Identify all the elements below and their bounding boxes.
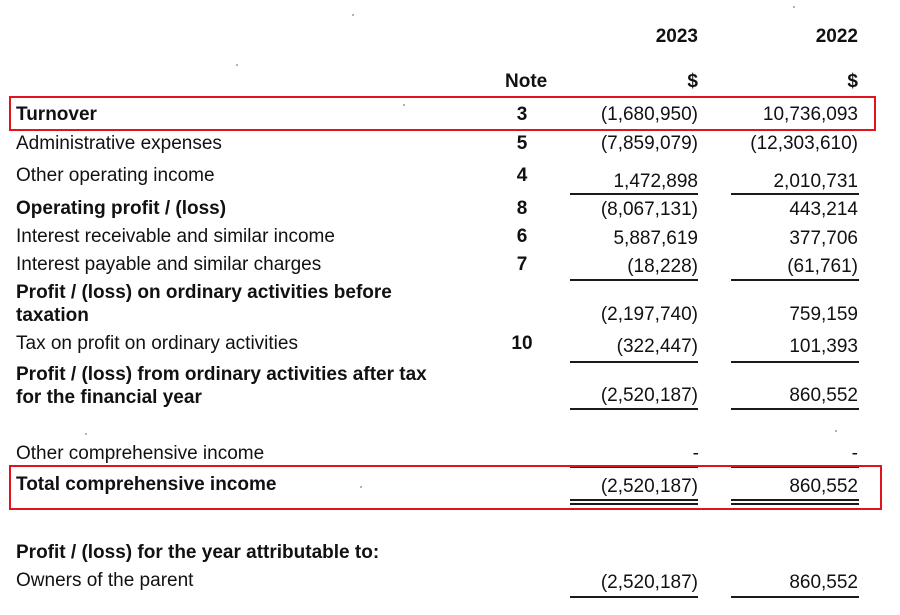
subtotal-rule-2022 xyxy=(731,408,859,410)
subtotal-rule-2023 xyxy=(570,361,698,363)
row-other-operating-income-2022: 2,010,731 xyxy=(773,171,858,192)
row-interest-receivable-label: Interest receivable and similar income xyxy=(16,226,335,247)
row-interest-payable-label: Interest payable and similar charges xyxy=(16,254,322,275)
row-admin-expenses-2022: (12,303,610) xyxy=(750,133,858,154)
row-operating-profit-note: 8 xyxy=(516,198,528,219)
row-interest-payable-2023: (18,228) xyxy=(627,256,698,277)
subtotal-rule-2023 xyxy=(570,596,698,598)
scan-speck xyxy=(360,486,362,488)
year-2023-header: 2023 xyxy=(655,26,698,47)
row-interest-receivable-2023: 5,887,619 xyxy=(613,228,698,249)
row-profit-after-tax-2023: (2,520,187) xyxy=(600,385,698,406)
subtotal-rule-2022 xyxy=(731,193,859,195)
row-interest-payable-2022: (61,761) xyxy=(787,256,858,277)
currency-2023-header: $ xyxy=(687,71,698,92)
attributable-heading: Profit / (loss) for the year attributable to: xyxy=(16,542,380,563)
row-other-comprehensive-income-2023: - xyxy=(692,443,699,464)
row-turnover-note: 3 xyxy=(516,104,528,125)
row-admin-expenses-note: 5 xyxy=(516,133,528,154)
row-other-operating-income-2023: 1,472,898 xyxy=(613,171,698,192)
row-total-comprehensive-income-2022: 860,552 xyxy=(789,476,858,497)
row-other-comprehensive-income-2022: - xyxy=(851,443,858,464)
row-other-comprehensive-income-label: Other comprehensive income xyxy=(16,443,265,464)
subtotal-rule-2023 xyxy=(570,408,698,410)
row-other-operating-income-label: Other operating income xyxy=(16,165,215,186)
row-interest-payable-note: 7 xyxy=(516,254,528,275)
subtotal-rule-2023 xyxy=(570,193,698,195)
scan-speck xyxy=(236,64,238,66)
row-profit-before-tax-2023: (2,197,740) xyxy=(600,304,698,325)
scan-speck xyxy=(403,104,405,106)
row-owners-of-parent-label: Owners of the parent xyxy=(16,570,194,591)
row-owners-of-parent-2023: (2,520,187) xyxy=(600,572,698,593)
row-profit-before-tax-2022: 759,159 xyxy=(789,304,858,325)
row-profit-after-tax-label-line1: Profit / (loss) from ordinary activities after tax xyxy=(16,364,427,385)
subtotal-rule-2022 xyxy=(731,279,859,281)
subtotal-rule-2022 xyxy=(731,596,859,598)
year-2022-header: 2022 xyxy=(815,26,858,47)
row-turnover-label: Turnover xyxy=(16,104,97,125)
row-tax-note: 10 xyxy=(511,333,533,354)
scan-speck xyxy=(793,6,795,8)
turnover-highlight-box xyxy=(9,96,876,131)
row-tax-label: Tax on profit on ordinary activities xyxy=(16,333,298,354)
row-admin-expenses-label: Administrative expenses xyxy=(16,133,222,154)
row-profit-after-tax-2022: 860,552 xyxy=(789,385,858,406)
row-interest-receivable-note: 6 xyxy=(516,226,528,247)
row-owners-of-parent-2022: 860,552 xyxy=(789,572,858,593)
row-total-comprehensive-income-label: Total comprehensive income xyxy=(16,474,277,495)
row-profit-before-tax-label-line2: taxation xyxy=(16,305,89,326)
row-total-comprehensive-income-2023: (2,520,187) xyxy=(600,476,698,497)
row-other-operating-income-note: 4 xyxy=(516,165,528,186)
row-tax-2022: 101,393 xyxy=(789,336,858,357)
currency-2022-header: $ xyxy=(847,71,858,92)
row-profit-after-tax-label-line2: for the financial year xyxy=(16,387,202,408)
row-turnover-2022: 10,736,093 xyxy=(762,104,858,125)
row-operating-profit-label: Operating profit / (loss) xyxy=(16,198,227,219)
total-comprehensive-income-highlight-box xyxy=(9,465,882,510)
subtotal-rule-2022 xyxy=(731,361,859,363)
subtotal-rule-2023 xyxy=(570,279,698,281)
row-profit-before-tax-label-line1: Profit / (loss) on ordinary activities before xyxy=(16,282,392,303)
scan-speck xyxy=(352,14,354,16)
row-admin-expenses-2023: (7,859,079) xyxy=(600,133,698,154)
row-tax-2023: (322,447) xyxy=(616,336,698,357)
scan-speck xyxy=(85,433,87,435)
row-operating-profit-2022: 443,214 xyxy=(789,199,858,220)
scan-speck xyxy=(835,430,837,432)
row-turnover-2023: (1,680,950) xyxy=(600,104,698,125)
note-column-header: Note xyxy=(505,71,548,92)
row-interest-receivable-2022: 377,706 xyxy=(789,228,858,249)
row-operating-profit-2023: (8,067,131) xyxy=(600,199,698,220)
